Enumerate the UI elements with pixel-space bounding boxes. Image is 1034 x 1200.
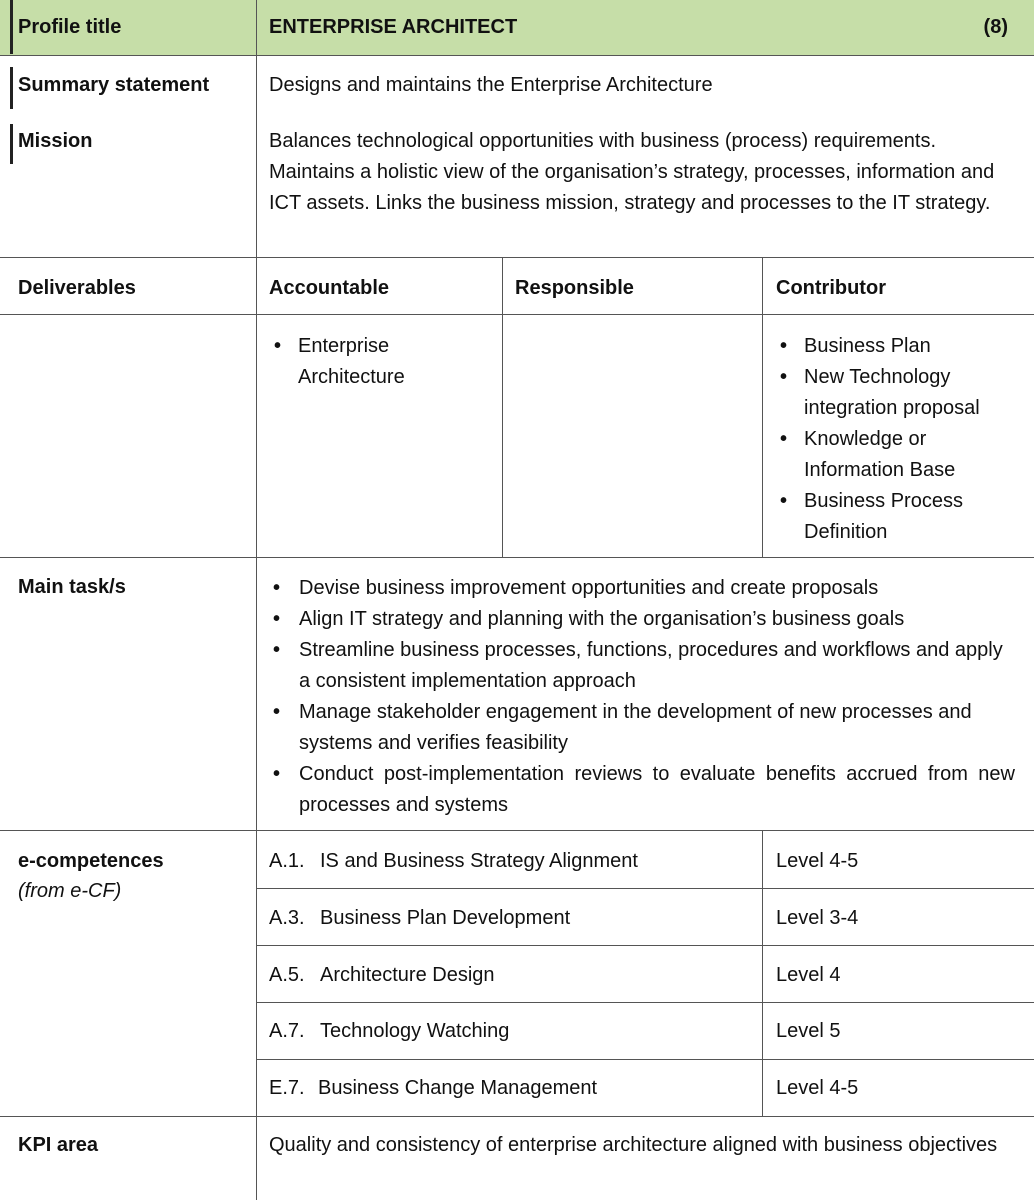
tasks-label: Main task/s: [18, 576, 126, 598]
divider: [502, 257, 503, 557]
divider: [762, 257, 763, 557]
left-edge-mark: [10, 124, 13, 164]
divider: [0, 1116, 1034, 1117]
competence-code: E.7.: [269, 1077, 305, 1099]
list-item: • Streamline business processes, functions, procedures and workflows and apply a consistent implementation approach: [263, 635, 1015, 697]
competence-level: Level 4: [776, 964, 841, 986]
competence-name: Technology Watching: [320, 1020, 510, 1042]
competence-code: A.7.: [269, 1020, 305, 1042]
divider: [256, 1059, 1034, 1060]
divider: [256, 1002, 1034, 1003]
mission-text: Balances technological opportunities with business (process) requirements. Maintains a holistic view of the organisation’s strategy, processes, information and ICT assets. Links the business mission, strategy and processes to the IT strategy.: [269, 130, 995, 214]
list-item: • Align IT strategy and planning with the organisation’s business goals: [263, 604, 1015, 635]
profile-title: ENTERPRISE ARCHITECT: [269, 16, 518, 38]
competence-name: Business Change Management: [318, 1077, 598, 1099]
list-item: • Business Plan: [774, 331, 1026, 362]
divider: [762, 830, 763, 1116]
mission-label: Mission: [18, 130, 93, 152]
left-edge-mark: [10, 0, 13, 54]
competence-level: Level 3-4: [776, 907, 859, 929]
divider: [256, 945, 1034, 946]
divider: [256, 0, 257, 1200]
competence-name: Business Plan Development: [320, 907, 571, 929]
summary-text: Designs and maintains the Enterprise Architecture: [269, 74, 713, 96]
competence-name: IS and Business Strategy Alignment: [320, 850, 638, 872]
list-item: • Conduct post-implementation reviews to evaluate benefits accrued from new processes and systems: [263, 759, 1015, 821]
accountable-header: Accountable: [269, 277, 390, 299]
competence-code: A.5.: [269, 964, 305, 986]
contributor-list: [774, 331, 1026, 548]
list-item: • Enterprise Architecture: [268, 331, 468, 393]
contributor-header: Contributor: [776, 277, 886, 299]
competence-level: Level 4-5: [776, 1077, 859, 1099]
list-item: • Manage stakeholder engagement in the development of new processes and systems and verifies feasibility: [263, 697, 1015, 759]
kpi-text: Quality and consistency of enterprise architecture aligned with business objectives: [269, 1134, 998, 1156]
competence-code: A.1.: [269, 850, 305, 872]
competences-label: e-competences: [18, 850, 164, 872]
kpi-label: KPI area: [18, 1134, 99, 1156]
competences-sublabel-text: (from e-CF): [18, 880, 122, 902]
list-item: • New Technology integration proposal: [774, 362, 1026, 424]
list-item: • Devise business improvement opportunities and create proposals: [263, 573, 1015, 604]
competence-level: Level 5: [776, 1020, 841, 1042]
deliverables-label: Deliverables: [18, 277, 136, 299]
divider: [0, 55, 1034, 56]
responsible-header: Responsible: [515, 277, 634, 299]
competence-name: Architecture Design: [320, 964, 495, 986]
competence-level: Level 4-5: [776, 850, 859, 872]
competence-code: A.3.: [269, 907, 305, 929]
competences-sublabel: [18, 876, 121, 907]
divider: [0, 557, 1034, 558]
left-edge-mark: [10, 67, 13, 109]
accountable-list: [268, 331, 468, 393]
divider: [0, 314, 1034, 315]
summary-label: Summary statement: [18, 74, 210, 96]
profile-number: (8): [983, 16, 1008, 38]
tasks-list: [263, 573, 1015, 821]
divider: [0, 830, 1034, 831]
list-item: • Knowledge or Information Base: [774, 424, 1026, 486]
list-item: • Business Process Definition: [774, 486, 1026, 548]
profile-title-label: Profile title: [18, 16, 122, 38]
divider: [256, 888, 1034, 889]
divider: [0, 257, 1034, 258]
